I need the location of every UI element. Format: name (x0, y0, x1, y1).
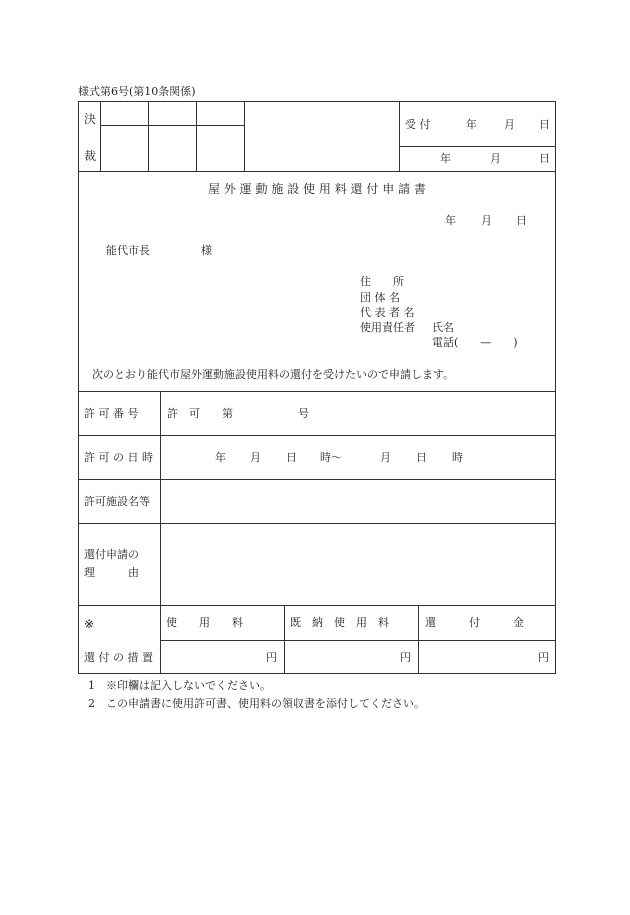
request-statement: 次のとおり能代市屋外運動施設使用料の還付を受けたいので申請します。 (92, 368, 455, 381)
form-title: 屋外運動施設使用料還付申請書 (208, 182, 430, 196)
receipt-month-2: 月 (490, 152, 501, 165)
receipt-year-2: 年 (440, 152, 451, 165)
applicant-phone-label: 電話( — ) (432, 336, 518, 349)
usage-fee-unit: 円 (266, 651, 277, 664)
applicant-group-label: 団 体 名 (360, 291, 400, 304)
note-item: 2 この申請書に使用許可書、使用料の領収書を添付してください。 (88, 697, 425, 710)
note-item: 1 ※印欄は記入しないでください。 (88, 679, 271, 692)
approval-stamp-cell[interactable] (101, 126, 148, 171)
applicant-manager-label: 使用責任者 (360, 321, 415, 334)
receipt-year: 年 (466, 118, 477, 131)
applicant-representative-label: 代 表 者 名 (360, 306, 415, 319)
approval-stamp-cell[interactable] (197, 102, 244, 125)
usage-fee-header: 使 用 料 (166, 616, 243, 629)
approval-stamp-cell[interactable] (197, 126, 244, 171)
permit-day-to: 日 (416, 451, 427, 464)
applicant-address-label: 住 所 (360, 275, 404, 288)
date-year: 年 (445, 214, 456, 227)
addressee-name: 能代市長 (106, 244, 150, 257)
reason-label-line1: 還付申請の (84, 548, 139, 561)
approval-stamp-cell[interactable] (149, 126, 196, 171)
measures-label: 還 付 の 措 置 (84, 651, 153, 664)
date-day: 日 (516, 214, 527, 227)
form-number: 様式第6号(第10条関係) (78, 85, 196, 98)
permit-number-label: 許 可 番 号 (84, 407, 139, 420)
permit-datetime-label: 許 可 の 日 時 (84, 451, 153, 464)
permit-year: 年 (215, 451, 226, 464)
permit-month-to: 月 (380, 451, 391, 464)
facility-field[interactable] (161, 480, 555, 523)
receipt-day: 日 (539, 118, 550, 131)
permit-month: 月 (250, 451, 261, 464)
permit-number-prefix: 許 可 第 (167, 407, 233, 420)
reason-label-line2: 理 由 (84, 566, 139, 579)
office-use-mark: ※ (84, 617, 95, 631)
permit-day: 日 (286, 451, 297, 464)
permit-hour-from: 時〜 (320, 451, 342, 464)
approval-label-top: 決 (84, 112, 97, 126)
receipt-day-2: 日 (539, 152, 550, 165)
refund-amount-unit: 円 (538, 651, 549, 664)
applicant-manager-name-label: 氏名 (432, 321, 454, 334)
addressee-honorific: 様 (201, 244, 212, 257)
paid-fee-header: 既 納 使 用 料 (290, 616, 389, 629)
refund-amount-header: 還 付 金 (425, 616, 524, 629)
permit-hour-to: 時 (452, 451, 463, 464)
permit-number-suffix: 号 (298, 407, 309, 420)
approval-stamp-cell[interactable] (101, 102, 148, 125)
date-month: 月 (481, 214, 492, 227)
paid-fee-unit: 円 (400, 651, 411, 664)
approval-label-bottom: 裁 (84, 149, 97, 163)
receipt-month: 月 (504, 118, 515, 131)
facility-label: 許可施設名等 (84, 495, 150, 508)
approval-stamp-cell[interactable] (149, 102, 196, 125)
receipt-label: 受 付 (405, 118, 431, 131)
reason-field[interactable] (161, 524, 555, 605)
